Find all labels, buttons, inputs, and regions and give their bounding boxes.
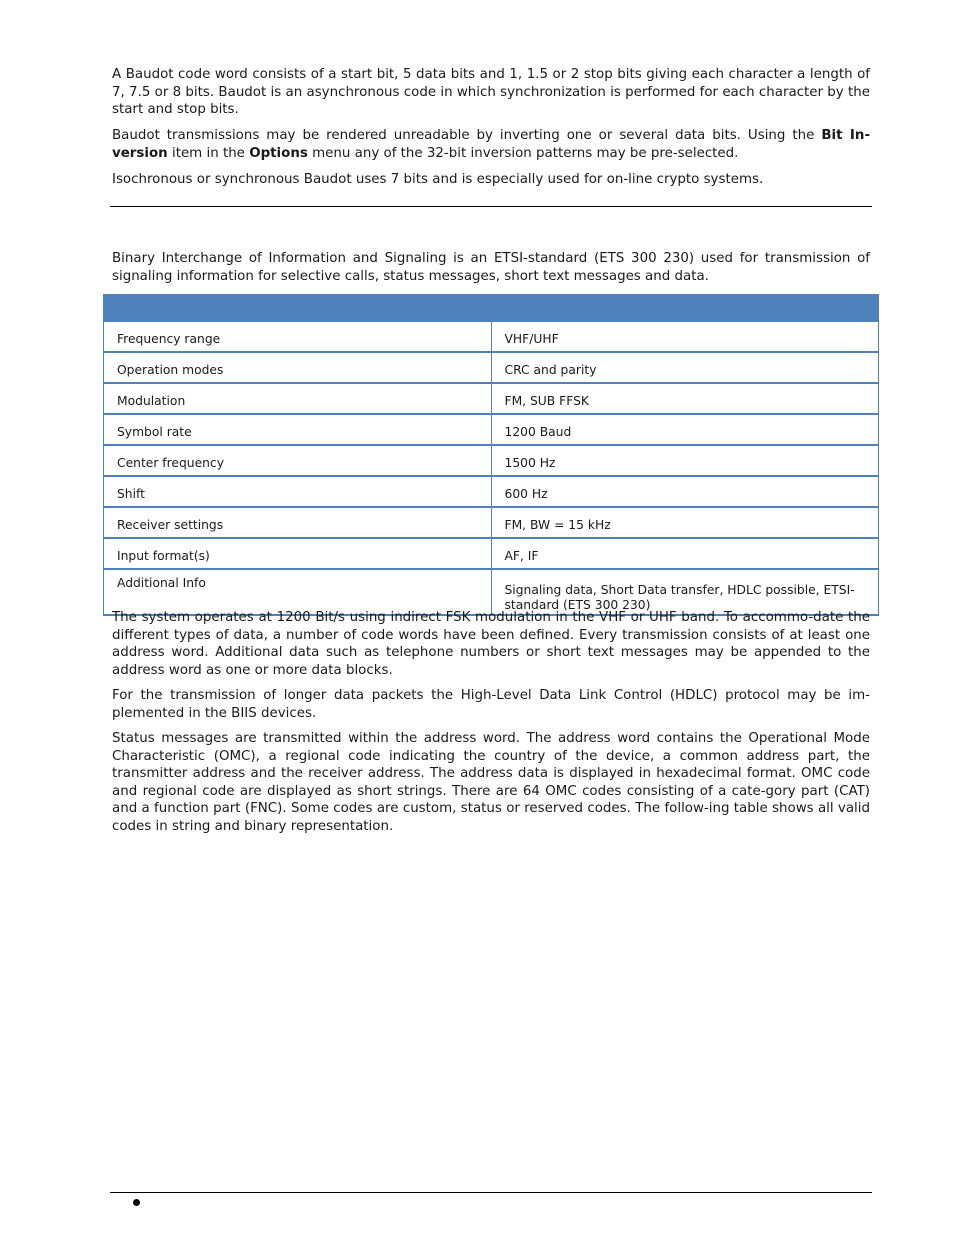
param-value: CRC and parity [491, 352, 879, 383]
bit-inversion-term: Bit In-version [112, 128, 870, 161]
table-header-cell [491, 295, 879, 322]
param-label: Center frequency [104, 445, 492, 476]
param-label: Receiver settings [104, 507, 492, 538]
table-row [104, 476, 879, 507]
table-row [104, 538, 879, 569]
table-row [104, 507, 879, 538]
biis-intro-paragraph: Binary Interchange of Information and Signaling is an ETSI-standard (ETS 300 230) used for transmission of signaling information for selective calls, status messages, short text messages and data. [112, 251, 870, 284]
param-label: Additional Info [104, 569, 492, 615]
baudot-paragraph-1: A Baudot code word consists of a start bit, 5 data bits and 1, 1.5 or 2 stop bits giving each character a length of 7, 7.5 or 8 bits. Baudot is an asynchronous code in which synchronization is performed for each character by the start and stop bits. [112, 67, 870, 117]
table-header-row [104, 295, 879, 322]
param-value: 1200 Baud [491, 414, 879, 445]
param-value: FM, BW = 15 kHz [491, 507, 879, 538]
biis-paragraph-3: Status messages are transmitted within the address word. The address word contains the Operational Mode Characteristic (OMC), a regional code indicating the country of the device, a common address part, the transmitter address and the receiver address. The address data is displayed in hexadecimal format. OMC code and regional code are displayed as short strings. There are 64 OMC codes consisting of a cate-gory part (CAT) and a function part (FNC). Some codes are custom, status or reserved codes. The follow-ing table shows all valid codes in string and binary representation. [112, 731, 870, 834]
section-divider [110, 206, 872, 207]
param-value: 600 Hz [491, 476, 879, 507]
baudot-p2-text-a: Baudot transmissions may be rendered unreadable by inverting one or several data bits. Using the [112, 128, 822, 143]
table-row [104, 352, 879, 383]
param-value: VHF/UHF [491, 322, 879, 353]
biis-parameters-table [103, 294, 879, 616]
param-value: FM, SUB FFSK [491, 383, 879, 414]
biis-paragraph-1: The system operates at 1200 Bit/s using indirect FSK modulation in the VHF or UHF band. To accommo-date the different types of data, a number of code words have been defined. Every transmission consists of at least one address word. Additional data such as telephone numbers or short text messages may be appended to the address word as one or more data blocks. [112, 610, 870, 678]
table-row [104, 414, 879, 445]
baudot-paragraph-3: Isochronous or synchronous Baudot uses 7 bits and is especially used for on-line crypto systems. [112, 172, 764, 187]
table-row [104, 445, 879, 476]
footer-divider [110, 1192, 872, 1193]
param-label: Frequency range [104, 322, 492, 353]
biis-paragraph-2: For the transmission of longer data packets the High-Level Data Link Control (HDLC) protocol may be im-plemented in the BIIS devices. [112, 688, 870, 721]
baudot-p2-text-b: item in the [167, 145, 250, 161]
footer-bullet-icon [133, 1199, 140, 1206]
baudot-paragraph-2 [112, 127, 870, 162]
table-row [104, 383, 879, 414]
param-label: Symbol rate [104, 414, 492, 445]
param-value: AF, IF [491, 538, 879, 569]
baudot-p2-text-c: menu any of the 32-bit inversion patterns may be pre-selected. [307, 145, 739, 161]
param-value: 1500 Hz [491, 445, 879, 476]
table-header-cell [104, 295, 492, 322]
table-row [104, 322, 879, 353]
param-label: Shift [104, 476, 492, 507]
param-value: Signaling data, Short Data transfer, HDLC possible, ETSI-standard (ETS 300 230) [491, 569, 879, 615]
param-label: Operation modes [104, 352, 492, 383]
param-label: Modulation [104, 383, 492, 414]
options-menu-term: Options [249, 145, 308, 161]
param-label: Input format(s) [104, 538, 492, 569]
